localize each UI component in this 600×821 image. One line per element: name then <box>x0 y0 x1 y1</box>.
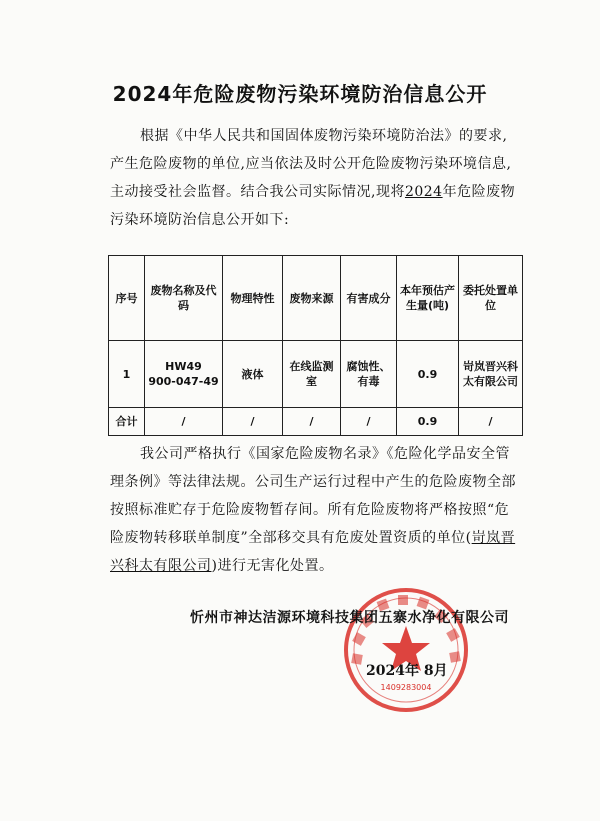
closing-company-underlined: 岢岚晋兴科太有限公司 <box>110 530 516 574</box>
header-cell-waste-name: 废物名称及代码 <box>145 256 223 341</box>
header-cell-index: 序号 <box>109 256 145 341</box>
intro-text-1: 根据《中华人民共和国固体废物污染环境防治法》的要求,产生危险废物的单位,应当依法及时公开危险废物污染环境信息,主动接受社会监督。结合我公司实际情况,现将 <box>110 128 512 200</box>
signature-date: 2024年 8月 <box>366 663 448 679</box>
header-cell-amount: 本年预估产生量(吨) <box>397 256 459 341</box>
table-row-total <box>109 408 523 436</box>
official-seal <box>342 586 470 714</box>
signature-company: 忻州市神达洁源环境科技集团五寨水净化有限公司 <box>190 610 509 626</box>
closing-text-1: 我公司严格执行《国家危险废物名录》《危险化学品安全管理条例》等法律法规。公司生产运行过程中产生的危险废物全部按照标准贮存于危险废物暂存间。所有危险废物将严格按照“危险废物转移联单制度”全部移交具有危废处置资质的单位( <box>110 446 516 546</box>
table-cell: 腐蚀性、有毒 <box>341 341 397 408</box>
table-row <box>109 341 523 408</box>
intro-paragraph <box>110 122 520 234</box>
intro-text-2: 年危险废物污染环境防治信息公开如下: <box>110 184 516 228</box>
header-cell-physical-property: 物理特性 <box>223 256 283 341</box>
table-cell: / <box>341 408 397 436</box>
seal-number: 1409283004 <box>380 683 432 692</box>
table-cell: 在线监测室 <box>283 341 341 408</box>
table-cell: HW49 900-047-49 <box>145 341 223 408</box>
table-cell: 合计 <box>109 408 145 436</box>
closing-text-2: )进行无害化处置。 <box>211 558 334 574</box>
header-cell-disposal-unit: 委托处置单位 <box>459 256 523 341</box>
table-cell: 1 <box>109 341 145 408</box>
header-cell-source: 废物来源 <box>283 256 341 341</box>
table-cell: / <box>459 408 523 436</box>
table-cell: / <box>283 408 341 436</box>
table-cell: / <box>223 408 283 436</box>
table-cell: 液体 <box>223 341 283 408</box>
waste-table <box>108 255 523 436</box>
intro-year-underlined: 2024 <box>404 184 443 200</box>
table-cell: 岢岚晋兴科太有限公司 <box>459 341 523 408</box>
table-cell: 0.9 <box>397 341 459 408</box>
table-cell: 0.9 <box>397 408 459 436</box>
closing-paragraph <box>110 440 520 580</box>
table-cell: / <box>145 408 223 436</box>
table-header-row <box>109 256 523 341</box>
document-title: 2024年危险废物污染环境防治信息公开 <box>112 82 488 106</box>
header-cell-hazard: 有害成分 <box>341 256 397 341</box>
